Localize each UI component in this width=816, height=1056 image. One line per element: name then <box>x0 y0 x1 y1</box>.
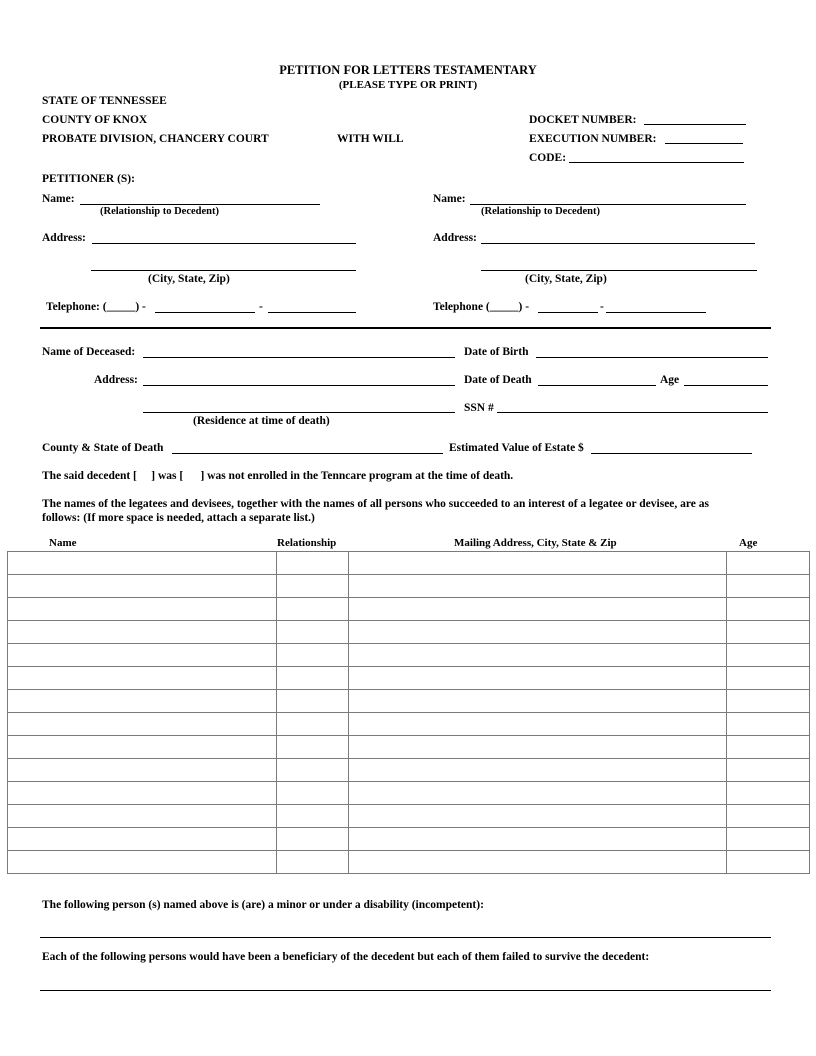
estate-value-field[interactable] <box>591 453 752 454</box>
minor-entry-line[interactable] <box>40 937 771 938</box>
petitioner-1-name-label: Name: <box>42 193 75 205</box>
docket-number-field[interactable] <box>644 124 746 125</box>
legatees-table <box>7 551 810 874</box>
petitioner-2-city-field[interactable] <box>481 270 757 271</box>
county-label: COUNTY OF KNOX <box>42 114 148 126</box>
name-cell[interactable] <box>8 828 277 851</box>
name-cell[interactable] <box>8 851 277 874</box>
relationship-cell[interactable] <box>277 759 349 782</box>
petitioner-1-relationship-caption: (Relationship to Decedent) <box>100 206 219 217</box>
with-will-label: WITH WILL <box>337 133 404 145</box>
petitioner-2-telephone-number[interactable] <box>606 312 706 313</box>
deceased-name-label: Name of Deceased: <box>42 346 136 358</box>
petitioner-2-name-label: Name: <box>433 193 466 205</box>
age-cell[interactable] <box>727 644 810 667</box>
table-row <box>8 851 810 874</box>
table-row <box>8 575 810 598</box>
column-header-address: Mailing Address, City, State & Zip <box>454 537 617 549</box>
county-state-of-death-label: County & State of Death <box>42 442 164 454</box>
name-cell[interactable] <box>8 621 277 644</box>
deceased-name-field[interactable] <box>143 357 455 358</box>
code-label: CODE: <box>529 152 567 164</box>
petitioner-2-telephone-dash: - <box>600 301 604 313</box>
petitioner-1-city-caption: (City, State, Zip) <box>148 273 230 285</box>
form-subtitle: (PLEASE TYPE OR PRINT) <box>338 79 478 91</box>
age-cell[interactable] <box>727 851 810 874</box>
residence-caption: (Residence at time of death) <box>193 415 330 427</box>
petitioner-2-address-field[interactable] <box>481 243 755 244</box>
address-cell[interactable] <box>349 667 727 690</box>
state-label: STATE OF TENNESSEE <box>42 95 167 107</box>
relationship-cell[interactable] <box>277 736 349 759</box>
age-cell[interactable] <box>727 575 810 598</box>
form-title: PETITION FOR LETTERS TESTAMENTARY <box>279 63 537 77</box>
address-cell[interactable] <box>349 782 727 805</box>
estate-value-label: Estimated Value of Estate $ <box>449 442 584 454</box>
column-header-age: Age <box>739 537 758 549</box>
relationship-cell[interactable] <box>277 552 349 575</box>
name-cell[interactable] <box>8 598 277 621</box>
date-of-death-field[interactable] <box>538 385 656 386</box>
age-cell[interactable] <box>727 552 810 575</box>
relationship-cell[interactable] <box>277 805 349 828</box>
petitioner-1-telephone-exchange[interactable] <box>155 312 255 313</box>
execution-number-field[interactable] <box>665 143 743 144</box>
petitioner-heading: PETITIONER (S): <box>42 173 135 185</box>
relationship-cell[interactable] <box>277 782 349 805</box>
petitioner-2-relationship-caption: (Relationship to Decedent) <box>481 206 600 217</box>
address-cell[interactable] <box>349 552 727 575</box>
name-cell[interactable] <box>8 805 277 828</box>
column-header-relationship: Relationship <box>277 537 337 549</box>
age-cell[interactable] <box>727 736 810 759</box>
beneficiary-statement: Each of the following persons would have been a beneficiary of the decedent but each of them failed to survive the decedent: <box>42 951 650 963</box>
beneficiary-entry-line[interactable] <box>40 990 771 991</box>
age-cell[interactable] <box>727 690 810 713</box>
table-row <box>8 667 810 690</box>
date-of-death-label: Date of Death <box>464 374 532 386</box>
name-cell[interactable] <box>8 782 277 805</box>
address-cell[interactable] <box>349 828 727 851</box>
table-row <box>8 644 810 667</box>
code-field[interactable] <box>569 162 744 163</box>
name-cell[interactable] <box>8 690 277 713</box>
minor-statement: The following person (s) named above is (are) a minor or under a disability (incompetent): <box>42 899 484 911</box>
petitioner-1-name-field[interactable] <box>80 204 320 205</box>
name-cell[interactable] <box>8 713 277 736</box>
relationship-cell[interactable] <box>277 851 349 874</box>
petitioner-2-address-label: Address: <box>433 232 477 244</box>
address-cell[interactable] <box>349 598 727 621</box>
petitioner-2-name-field[interactable] <box>470 204 746 205</box>
address-cell[interactable] <box>349 644 727 667</box>
name-cell[interactable] <box>8 575 277 598</box>
address-cell[interactable] <box>349 621 727 644</box>
address-cell[interactable] <box>349 575 727 598</box>
deceased-address-field[interactable] <box>143 385 455 386</box>
petitioner-1-telephone-dash: - <box>259 301 263 313</box>
address-cell[interactable] <box>349 851 727 874</box>
execution-number-label: EXECUTION NUMBER: <box>529 133 657 145</box>
name-cell[interactable] <box>8 736 277 759</box>
age-cell[interactable] <box>727 713 810 736</box>
petitioner-1-telephone-label: Telephone: (_____) - <box>46 301 146 313</box>
deceased-address-label: Address: <box>94 374 138 386</box>
address-cell[interactable] <box>349 690 727 713</box>
table-row <box>8 598 810 621</box>
legatees-instructions-2: follows: (If more space is needed, attach a separate list.) <box>42 512 315 524</box>
petitioner-1-address-field[interactable] <box>92 243 356 244</box>
table-row <box>8 736 810 759</box>
date-of-birth-label: Date of Birth <box>464 346 529 358</box>
age-cell[interactable] <box>727 805 810 828</box>
age-cell[interactable] <box>727 759 810 782</box>
table-row <box>8 782 810 805</box>
relationship-cell[interactable] <box>277 828 349 851</box>
relationship-cell[interactable] <box>277 644 349 667</box>
age-cell[interactable] <box>727 828 810 851</box>
relationship-cell[interactable] <box>277 713 349 736</box>
ssn-label: SSN # <box>464 402 494 414</box>
address-cell[interactable] <box>349 805 727 828</box>
table-row <box>8 828 810 851</box>
table-row <box>8 759 810 782</box>
age-cell[interactable] <box>727 782 810 805</box>
table-row <box>8 621 810 644</box>
address-cell[interactable] <box>349 713 727 736</box>
address-cell[interactable] <box>349 759 727 782</box>
relationship-cell[interactable] <box>277 621 349 644</box>
age-label: Age <box>660 374 680 386</box>
residence-field[interactable] <box>143 412 455 413</box>
relationship-cell[interactable] <box>277 575 349 598</box>
name-cell[interactable] <box>8 644 277 667</box>
tenncare-statement: The said decedent [ ] was [ ] was not enrolled in the Tenncare program at the time of death. <box>42 470 514 482</box>
name-cell[interactable] <box>8 552 277 575</box>
age-field[interactable] <box>684 385 768 386</box>
age-cell[interactable] <box>727 621 810 644</box>
ssn-field[interactable] <box>497 412 768 413</box>
petitioner-2-city-caption: (City, State, Zip) <box>525 273 607 285</box>
name-cell[interactable] <box>8 759 277 782</box>
table-row <box>8 713 810 736</box>
section-divider <box>40 327 771 329</box>
name-cell[interactable] <box>8 667 277 690</box>
legatees-instructions: The names of the legatees and devisees, together with the names of all persons who succeeded to an interest of a legatee or devisee, are as <box>42 498 710 510</box>
age-cell[interactable] <box>727 598 810 621</box>
table-row <box>8 552 810 575</box>
relationship-cell[interactable] <box>277 667 349 690</box>
petitioner-1-address-label: Address: <box>42 232 86 244</box>
relationship-cell[interactable] <box>277 598 349 621</box>
petitioner-2-telephone-exchange[interactable] <box>538 312 598 313</box>
county-state-of-death-field[interactable] <box>172 453 443 454</box>
column-header-name: Name <box>49 537 77 549</box>
petitioner-1-city-field[interactable] <box>91 270 356 271</box>
division-label: PROBATE DIVISION, CHANCERY COURT <box>42 133 269 145</box>
date-of-birth-field[interactable] <box>536 357 768 358</box>
address-cell[interactable] <box>349 736 727 759</box>
relationship-cell[interactable] <box>277 690 349 713</box>
age-cell[interactable] <box>727 667 810 690</box>
petitioner-2-telephone-label: Telephone (_____) - <box>433 301 530 313</box>
petitioner-1-telephone-number[interactable] <box>268 312 356 313</box>
table-row <box>8 805 810 828</box>
table-row <box>8 690 810 713</box>
docket-number-label: DOCKET NUMBER: <box>529 114 637 126</box>
